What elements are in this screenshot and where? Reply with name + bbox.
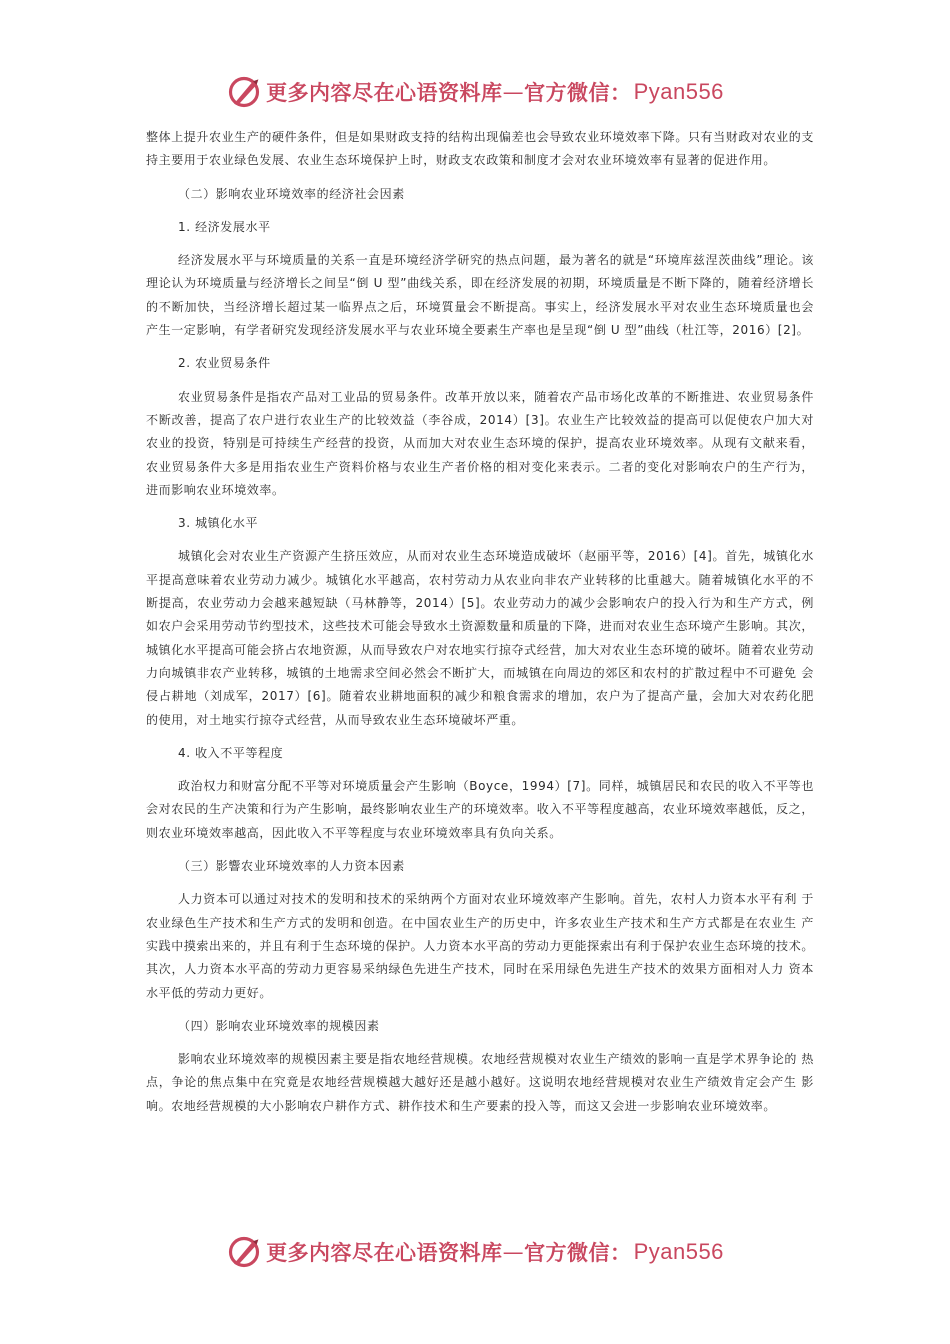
banner-wechat-label: 官方微信： [524, 1240, 632, 1265]
banner-dash: — [502, 80, 525, 104]
banner-dash: — [502, 1240, 525, 1264]
subheading-trade-conditions: 2. 农业贸易条件 [178, 356, 271, 371]
document-body [146, 126, 814, 1118]
paragraph-scale: 影响农业环境效率的规模因素主要是指农地经营规模。农地经营规模对农业生产绩效的影响一直是学术界争论的 热点，争论的焦点集中在究竟是农地经营规模越大越好还是越小越好。这说明农地经营规模对农业生产绩效肯定会产生 影响。农地经营规模的大小影响农户耕作方式、耕作技术和生产要素的投入等，而这又会进一步影响农业环境效率。 [146, 1052, 814, 1113]
paragraph-fiscal-support: 整体上提升农业生产的硬件条件，但是如果财政支持的结构出现偏差也会导致农业环境效率下降。只有当财政对农业的支持主要用于农业绿色发展、农业生态环境保护上时，财政支农政策和制度才会对农业环境效率有显著的促进作用。 [146, 130, 814, 168]
subheading-urbanization: 3. 城镇化水平 [178, 516, 259, 531]
paragraph-economic-development: 经济发展水平与环境质量的关系一直是环境经济学研究的热点问题，最为著名的就是“环境库兹涅茨曲线”理论。该理论认为环境质量与经济增长之间呈“倒 U 型”曲线关系，即在经济发展的初期，环境质量是不断下降的，随着经济增长的不断加快，当经济增长超过某一临界点之后，环境質量会不断提高。事实上，经济发展水平对农业生态环境质量也会 产生一定影响，有学者研究发现经济发展水平与农业环境全要素生产率也是呈现“倒 U 型”曲线（杜江等，2016）[2]。 [146, 253, 814, 338]
subheading-economic-development: 1. 经济发展水平 [178, 219, 271, 234]
banner-title: 更多内容尽在心语资料库 [266, 80, 503, 105]
section-heading-economic-social: （二）影响农业环境效率的经济社会因素 [178, 186, 405, 201]
paragraph-trade-conditions: 农业贸易条件是指农产品对工业品的贸易条件。改革开放以来，随着农产品市场化改革的不断推进、农业贸易条件不断改善，提高了农户进行农业生产的比较效益（李谷成，2014）[3]。农业生产比较效益的提高可以促使农户加大对农业的投资，特别是可持续生产经营的投资，从而加大对农业生态环境的保护，提高农业环境效率。从现有文献来看， 农业贸易条件大多是用指农业生产资料价格与农业生产者价格的相对变化来表示。二者的变化对影响农户的生产行为， 进而影响农业环境效率。 [146, 389, 814, 497]
paragraph-urbanization: 城镇化会对农业生产资源产生挤压效应，从而对农业生态环境造成破坏（赵丽平等，2016）[4]。首先，城镇化水平提高意味着农业劳动力减少。城镇化水平越高，农村劳动力从农业向非农产业转移的比重越大。随着城镇化水平的不 断提高，农业劳动力会越来越短缺（马林静等，2014）[5]。农业劳动力的减少会影响农户的投入行为和生产方式，例如农户会采用劳动节约型技术，这些技术可能会导致水土资源数量和质量的下降，进而对农业生态环境产生影响。其次， 城镇化水平提高可能会挤占农地资源，从而导致农户对农地实行掠夺式经营，加大对农业生态环境的破坏。随着农业劳动力向城镇非农产业转移，城镇的土地需求空间必然会不断扩大，而城镇在向周边的郊区和农村的扩散过程中不可避免 会侵占耕地（刘成军，2017）[6]。随着农业耕地面积的减少和粮食需求的增加，农户为了提高产量，会加大对农药化肥的使用，对土地实行掠夺式经营，从而导致农业生态环境破坏严重。 [146, 549, 814, 727]
pen-logo-icon [226, 74, 262, 110]
banner-wechat-label: 官方微信： [524, 80, 632, 105]
section-heading-scale: （四）影响农业环境效率的规模因素 [178, 1018, 380, 1033]
pen-logo-icon [226, 1234, 262, 1270]
bottom-banner [0, 1232, 950, 1272]
subheading-income-inequality: 4. 收入不平等程度 [178, 745, 284, 760]
banner-wechat-id: Pyan556 [633, 79, 724, 104]
paragraph-income-inequality: 政治权力和财富分配不平等对环境质量会产生影响（Boyce，1994）[7]。同样，城镇居民和农民的收入不平等也会对农民的生产决策和行为产生影响，最终影响农业生产的环境效率。收入不平等程度越高，农业环境效率越低，反之， 则农业环境效率越高，因此收入不平等程度与农业环境效率具有负向关系。 [146, 779, 814, 840]
banner-wechat-id: Pyan556 [633, 1239, 724, 1264]
top-banner [0, 72, 950, 112]
paragraph-human-capital: 人力资本可以通过对技术的发明和技术的采纳两个方面对农业环境效率产生影响。首先，农村人力资本水平有利 于农业绿色生产技术和生产方式的发明和创造。在中国农业生产的历史中，许多农业生产技术和生产方式都是在农业生 产实践中摸索出来的，并且有利于生态环境的保护。人力资本水平高的劳动力更能探索出有利于保护农业生态环境的技术。其次，人力资本水平高的劳动力更容易采纳绿色先进生产技术，同时在采用绿色先进生产技术的效果方面相对人力 资本水平低的劳动力更好。 [146, 892, 814, 1000]
section-heading-human-capital: （三）影響农业环境效率的人力资本因素 [178, 859, 405, 874]
banner-title: 更多内容尽在心语资料库 [266, 1240, 503, 1265]
